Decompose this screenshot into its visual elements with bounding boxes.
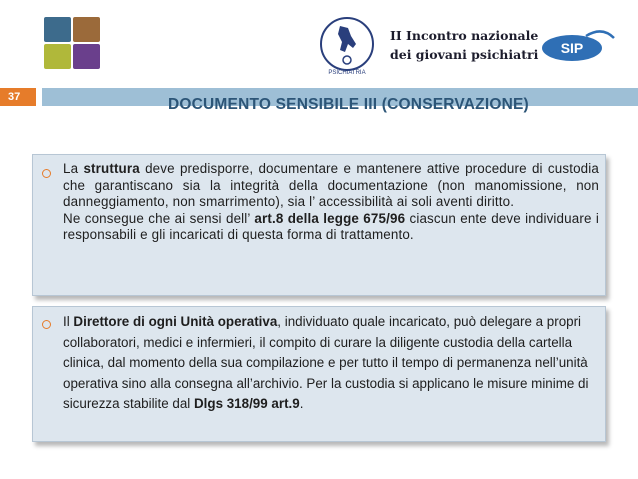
artwork-tile	[44, 17, 71, 42]
psy-logo-text: PSICHIATRIA	[328, 70, 366, 76]
bold-term: struttura	[83, 161, 140, 176]
text-run: .	[299, 396, 304, 411]
bold-term: Direttore di ogni Unità operativa	[73, 314, 278, 329]
text-run: deve predisporre, documentare e mantenere attive procedure di custodia che garantiscano sia la integrità della documentazione (non manomissione, non danneggiamento, non smarrimento), sia l’ accessibilità ai soli aventi diritto.	[63, 161, 599, 209]
circle-bullet-icon	[42, 169, 51, 178]
content-box-director	[32, 306, 606, 442]
content-box-structure	[32, 154, 606, 296]
paragraph-director	[63, 312, 599, 415]
event-title-line1: II Incontro nazionale	[390, 28, 539, 43]
artwork-logo	[44, 17, 100, 69]
text-run: ciascun ente deve individuare i responsabili e gli incaricati di questa forma di trattamento.	[63, 210, 599, 242]
psichiatria-logo	[318, 14, 376, 78]
bold-law-reference: art.8 della legge 675/96	[254, 210, 406, 226]
text-run: La	[63, 161, 84, 176]
text-run: Il	[63, 314, 74, 329]
slide-title: DOCUMENTO SENSIBILE III (CONSERVAZIONE)	[168, 96, 529, 113]
bold-law-reference: Dlgs 318/99 art.9	[194, 396, 300, 411]
paragraph-consequence	[63, 211, 599, 244]
artwork-tile	[73, 44, 100, 69]
artwork-tile	[73, 17, 100, 42]
slide-number: 37	[0, 88, 36, 106]
text-run: Ne consegue che ai sensi dell’	[63, 210, 255, 226]
circle-bullet-icon	[42, 320, 51, 329]
paragraph-structure	[63, 161, 599, 211]
artwork-tile	[44, 44, 71, 69]
sip-logo-text: SIP	[560, 40, 584, 56]
event-title-line2: dei giovani psichiatri	[390, 47, 539, 62]
text-run: , individuato quale incaricato, può delegare a propri collaboratori, medici e infermieri, il compito di curare la diligente custodia della cartella clinica, dal momento della sua compilazione e per tutto il tempo di permanenza nell’unità operativa sino alla consegna all’archivio. Per la custodia si applicano le misure minime di sicurezza stabilite dal	[63, 314, 589, 411]
sip-logo	[536, 28, 618, 64]
event-title	[390, 26, 538, 64]
